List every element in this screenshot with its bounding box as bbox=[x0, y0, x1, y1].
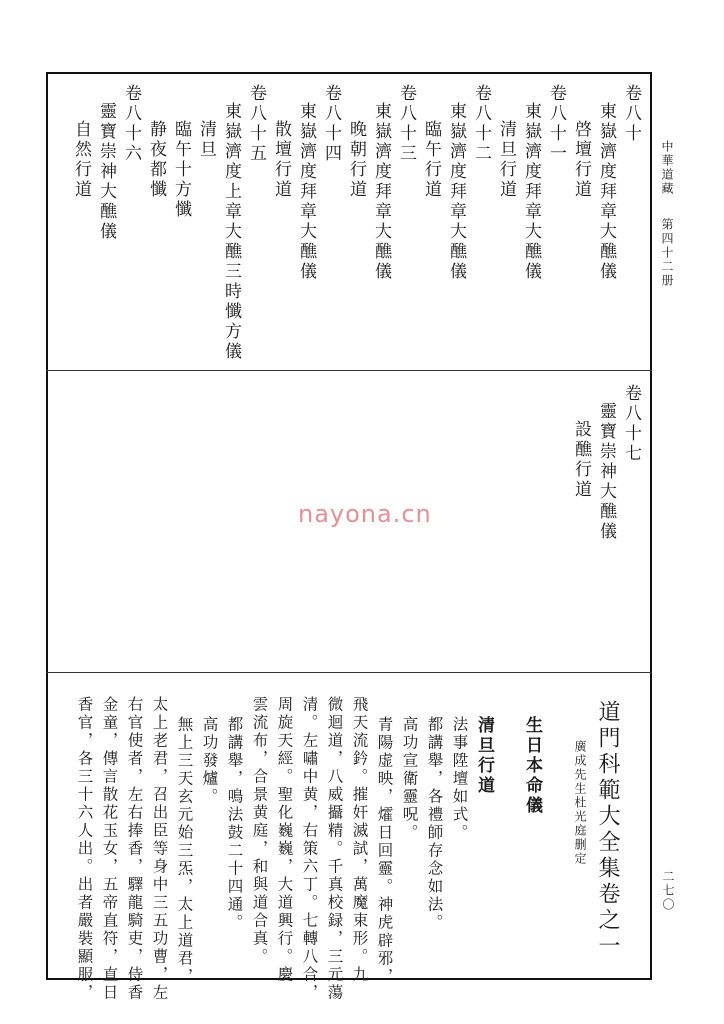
book-title: 道門科範大全集卷之一 bbox=[595, 700, 620, 960]
subsection-title: 清旦行道 bbox=[474, 716, 494, 796]
toc-entry-20: 卷八十六 bbox=[121, 84, 141, 164]
text-line-6: 清。左嘯中黄，右策六丁。七轉八合， bbox=[300, 696, 319, 1002]
toc-entry-25: 設醮行道 bbox=[571, 420, 591, 500]
toc-entry-13: 東嶽濟度拜章大醮儀 bbox=[296, 102, 316, 282]
toc-entry-24: 靈寶崇神大醮儀 bbox=[596, 402, 616, 542]
text-line-3: 青陽虚映，㸌日回靈。神虎辟邪， bbox=[375, 716, 394, 986]
toc-entry-14: 散壇行道 bbox=[271, 120, 291, 200]
toc-entry-7: 東嶽濟度拜章大醮儀 bbox=[446, 102, 466, 282]
text-line-14: 金童，傳言散花玉女，五帝直符，直日 bbox=[100, 696, 119, 1002]
watermark: nayona.cn bbox=[298, 500, 432, 528]
text-line-4: 飛天流鈐。摧奸滅試，萬魔束形。九 bbox=[350, 696, 369, 984]
bottom-divider bbox=[46, 672, 652, 673]
text-line-10: 高功發爐。 bbox=[200, 716, 219, 806]
toc-entry-22: 自然行道 bbox=[71, 120, 91, 200]
toc-entry-15: 卷八十五 bbox=[246, 84, 266, 164]
toc-entry-3: 卷八十一 bbox=[546, 84, 566, 164]
collection-title: 中華道藏 bbox=[660, 140, 674, 196]
toc-entry-10: 東嶽濟度拜章大醮儀 bbox=[371, 102, 391, 282]
top-divider bbox=[46, 370, 652, 371]
toc-entry-21: 靈寶崇神大醮儀 bbox=[96, 102, 116, 242]
toc-entry-18: 臨午十方懺 bbox=[171, 120, 191, 220]
text-line-7: 周旋天經。聖化巍巍，大道興行。慶 bbox=[275, 696, 294, 984]
text-line-0: 法事陞壇如式。 bbox=[450, 716, 469, 842]
text-line-12: 太上老君，召出臣等身中三五功曹，左 bbox=[150, 696, 169, 1002]
text-line-9: 都講舉，鳴法鼓二十四通。 bbox=[225, 716, 244, 932]
toc-entry-5: 清旦行道 bbox=[496, 120, 516, 200]
toc-entry-11: 晚朝行道 bbox=[346, 120, 366, 200]
toc-entry-6: 卷八十二 bbox=[471, 84, 491, 164]
toc-entry-19: 静夜都懺 bbox=[146, 120, 166, 200]
toc-entry-9: 卷八十三 bbox=[396, 84, 416, 164]
section-title: 生日本命儀 bbox=[522, 716, 542, 816]
text-line-2: 高功宣衛靈呪。 bbox=[400, 716, 419, 842]
text-line-11: 無上三天玄元始三炁，太上道君， bbox=[175, 716, 194, 986]
volume-label: 第四十二册 bbox=[660, 218, 674, 288]
toc-entry-1: 東嶽濟度拜章大醮儀 bbox=[596, 102, 616, 282]
text-line-8: 雲流布，合景黄庭，和與道合真。 bbox=[250, 696, 269, 966]
toc-entry-23: 卷八十七 bbox=[621, 384, 641, 464]
toc-entry-17: 清旦 bbox=[196, 120, 216, 160]
toc-entry-12: 卷八十四 bbox=[321, 84, 341, 164]
text-line-13: 右官使者，左右捧香，驛龍騎吏，侍香 bbox=[125, 696, 144, 1002]
text-line-5: 微迴道，八威攝精。千真校録，三元蕩 bbox=[325, 696, 344, 1002]
author-line: 廣成先生杜光庭删定 bbox=[573, 740, 587, 866]
toc-entry-4: 東嶽濟度拜章大醮儀 bbox=[521, 102, 541, 282]
toc-entry-0: 卷八十 bbox=[621, 84, 641, 144]
toc-entry-16: 東嶽濟度上章大醮三時懺方儀 bbox=[221, 102, 241, 362]
text-line-15: 香官，各三十六人出。出者嚴裝顯服， bbox=[75, 696, 94, 1002]
toc-entry-2: 啓壇行道 bbox=[571, 120, 591, 200]
text-line-1: 都講舉，各禮師存念如法。 bbox=[425, 716, 444, 932]
toc-entry-8: 臨午行道 bbox=[421, 120, 441, 200]
page-number: 二七〇 bbox=[661, 870, 675, 912]
